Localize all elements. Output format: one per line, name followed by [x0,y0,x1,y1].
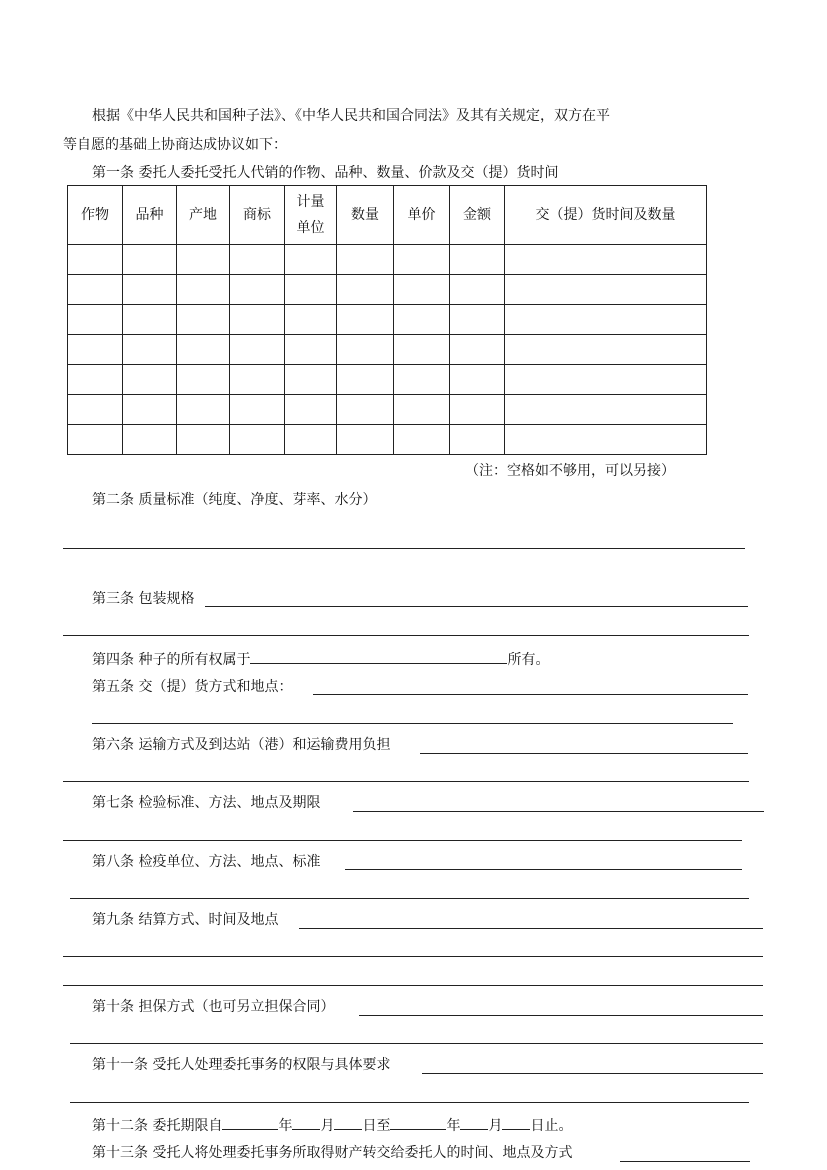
header-unit-text: 计量单位 [296,194,325,236]
table-cell[interactable] [68,425,123,455]
table-cell[interactable] [450,365,505,395]
table-cell[interactable] [394,395,450,425]
day-to-label: 日至 [362,1118,391,1134]
table-cell[interactable] [123,335,177,365]
clause-4 [92,649,549,669]
clause-2: 第二条 质量标准（纯度、净度、芽率、水分） [92,492,377,508]
table-cell[interactable] [177,335,230,365]
table-cell[interactable] [68,245,123,275]
table-cell[interactable] [337,335,394,365]
clause-12 [92,1115,572,1135]
end-year-blank[interactable] [390,1115,446,1130]
table-cell[interactable] [394,305,450,335]
table-note: （注：空格如不够用，可以另接） [465,463,675,479]
table-cell[interactable] [285,395,337,425]
table-cell[interactable] [123,305,177,335]
table-row [68,275,707,305]
header-origin: 产地 [177,186,230,245]
table-cell[interactable] [505,305,707,335]
table-cell[interactable] [177,395,230,425]
fill-line[interactable] [420,753,748,754]
table-cell[interactable] [450,245,505,275]
table-row [68,395,707,425]
fill-line[interactable] [70,1102,749,1103]
table-cell[interactable] [68,335,123,365]
day-end-label: 日止。 [530,1118,573,1134]
table-cell[interactable] [123,395,177,425]
month-label: 月 [488,1118,503,1134]
end-month-blank[interactable] [460,1115,488,1130]
table-cell[interactable] [230,245,285,275]
table-cell[interactable] [450,305,505,335]
fill-line[interactable] [353,811,764,812]
table-cell[interactable] [285,335,337,365]
table-cell[interactable] [285,275,337,305]
clause-11: 第十一条 受托人处理委托事务的权限与具体要求 [92,1057,391,1073]
table-cell[interactable] [123,365,177,395]
clause-3: 第三条 包装规格 [92,591,195,607]
fill-line[interactable] [205,606,748,607]
fill-line[interactable] [345,869,742,870]
table-cell[interactable] [337,425,394,455]
table-cell[interactable] [337,395,394,425]
clause-8: 第八条 检疫单位、方法、地点、标准 [92,854,321,870]
table-cell[interactable] [337,305,394,335]
clause-9: 第九条 结算方式、时间及地点 [92,912,279,928]
fill-line[interactable] [63,840,742,841]
table-cell[interactable] [68,365,123,395]
table-cell[interactable] [177,305,230,335]
table-cell[interactable] [505,275,707,305]
start-month-blank[interactable] [292,1115,320,1130]
table-cell[interactable] [177,275,230,305]
header-quantity: 数量 [337,186,394,245]
fill-line[interactable] [299,928,763,929]
fill-line[interactable] [620,1161,750,1162]
month-label: 月 [320,1118,335,1134]
table-cell[interactable] [450,425,505,455]
table-cell[interactable] [230,335,285,365]
table-cell[interactable] [505,395,707,425]
table-cell[interactable] [123,245,177,275]
table-cell[interactable] [230,275,285,305]
fill-line[interactable] [63,956,763,957]
clause-7: 第七条 检验标准、方法、地点及期限 [92,795,321,811]
table-cell[interactable] [230,305,285,335]
table-cell[interactable] [285,305,337,335]
header-price: 单价 [394,186,450,245]
table-cell[interactable] [177,425,230,455]
table-cell[interactable] [394,425,450,455]
year-label: 年 [278,1118,293,1134]
table-cell[interactable] [394,335,450,365]
header-crop: 作物 [68,186,123,245]
fill-line[interactable] [422,1073,763,1074]
end-day-blank[interactable] [502,1115,530,1130]
table-cell[interactable] [285,245,337,275]
fill-line[interactable] [313,694,748,695]
table-cell[interactable] [177,245,230,275]
table-cell[interactable] [285,425,337,455]
clause-13: 第十三条 受托人将处理委托事务所取得财产转交给委托人的时间、地点及方式 [92,1145,573,1161]
table-cell[interactable] [394,275,450,305]
fill-line[interactable] [359,1015,763,1016]
clause-4-suffix: 所有。 [507,652,550,668]
start-day-blank[interactable] [334,1115,362,1130]
table-row [68,425,707,455]
clause-5: 第五条 交（提）货方式和地点： [92,679,293,695]
table-cell[interactable] [230,365,285,395]
table-header-row [68,186,707,245]
table-cell[interactable] [337,365,394,395]
table-cell[interactable] [505,425,707,455]
table-cell[interactable] [450,335,505,365]
table-cell[interactable] [337,275,394,305]
header-delivery: 交（提）货时间及数量 [505,186,707,245]
intro-line-2: 等自愿的基础上协商达成协议如下： [63,137,287,153]
clause-10: 第十条 担保方式（也可另立担保合同） [92,999,335,1015]
table-row [68,365,707,395]
table-row [68,335,707,365]
table-cell[interactable] [505,365,707,395]
fill-line[interactable] [70,898,749,899]
table-cell[interactable] [394,365,450,395]
table-cell[interactable] [450,395,505,425]
table-row [68,245,707,275]
fill-line[interactable] [92,723,733,724]
table-cell[interactable] [68,275,123,305]
header-brand: 商标 [230,186,285,245]
table-cell[interactable] [505,335,707,365]
table-cell[interactable] [177,365,230,395]
table-cell[interactable] [337,245,394,275]
fill-line[interactable] [70,1043,763,1044]
table-cell[interactable] [394,245,450,275]
clause-1: 第一条 委托人委托受托人代销的作物、品种、数量、价款及交（提）货时间 [92,165,559,181]
table-cell[interactable] [230,395,285,425]
header-unit [285,186,337,245]
table-cell[interactable] [450,275,505,305]
intro-line-1: 根据《中华人民共和国种子法》、《中华人民共和国合同法》及其有关规定，双方在平 [92,108,610,124]
fill-line[interactable] [63,985,763,986]
owner-blank[interactable] [250,649,507,664]
clause-6: 第六条 运输方式及到达站（港）和运输费用负担 [92,737,391,753]
table-row [68,305,707,335]
table-cell[interactable] [230,425,285,455]
clause-4-label: 第四条 种子的所有权属于 [92,652,251,668]
product-table [67,185,707,455]
header-amount: 金额 [450,186,505,245]
table-cell[interactable] [505,245,707,275]
header-variety: 品种 [123,186,177,245]
table-cell[interactable] [68,305,123,335]
fill-line[interactable] [63,635,749,636]
year-label: 年 [446,1118,461,1134]
table-cell[interactable] [285,365,337,395]
table-cell[interactable] [123,425,177,455]
fill-line[interactable] [63,781,749,782]
table-cell[interactable] [68,395,123,425]
start-year-blank[interactable] [222,1115,278,1130]
table-cell[interactable] [123,275,177,305]
fill-line[interactable] [63,548,745,549]
clause-12-label: 第十二条 委托期限自 [92,1118,223,1134]
